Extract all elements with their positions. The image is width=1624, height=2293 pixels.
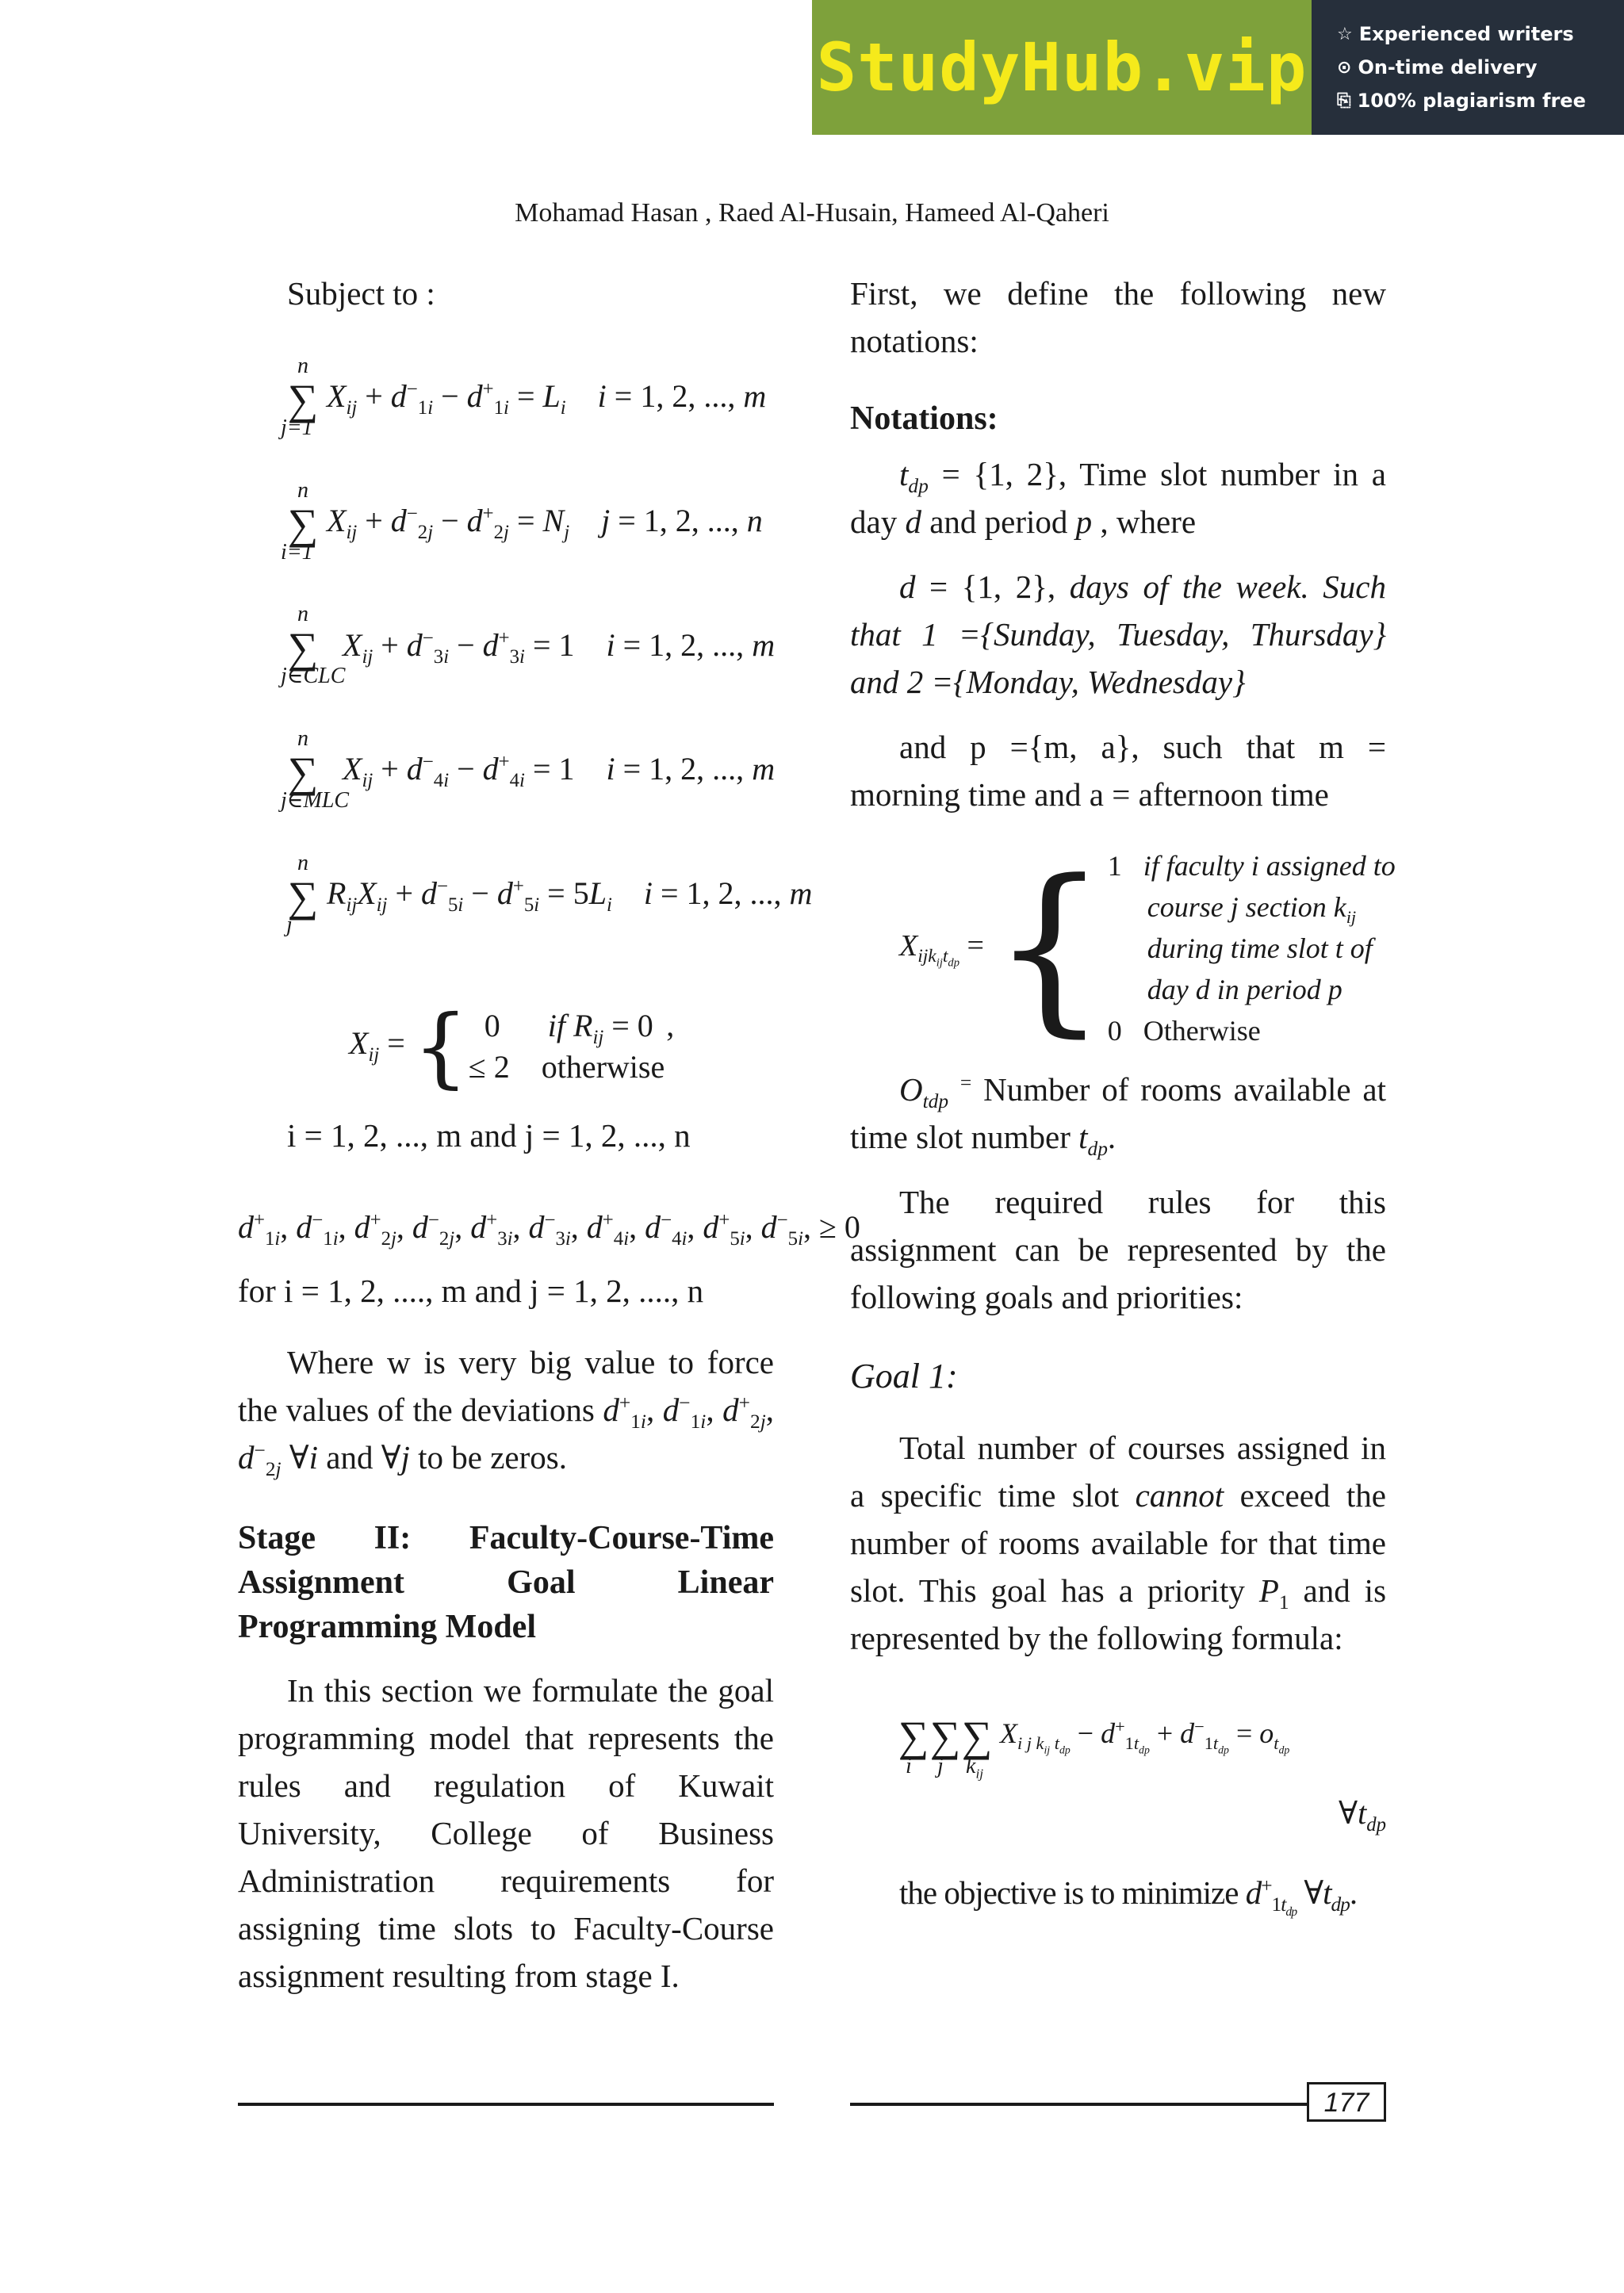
forall-tdp: $\forall t_{dp}$: [1338, 1794, 1386, 1836]
left-footer-rule: [238, 2103, 774, 2106]
feature-experienced: [1337, 23, 1624, 45]
nonneg-for: for i = 1, 2, ...., m and j = 1, 2, ...., n: [238, 1273, 704, 1310]
xij-definition: $X_{ij}$ = { 0 if $R_{ij} = 0$ ≤ 2 otherwise ’: [349, 996, 676, 1098]
objective-line: the objective is to minimize $d^+_{1t_{dp}}$ $\forall t_{dp}$.: [899, 1874, 1358, 1919]
subject-to: Subject to :: [287, 275, 435, 312]
feature-label: Experienced writers: [1358, 23, 1574, 45]
where-paragraph: Where w is very big value to force the values of the deviations $d^+_{1i}$, $d^-_{1i}$, $d^+_{2j}$, $d^-_{2j}$ ∀i and ∀j to be zeros.: [238, 1344, 774, 1481]
running-header: Mohamad Hasan , Raed Al-Husain, Hameed Al-Qaheri: [515, 198, 1109, 228]
nonnegativity: $d^+_{1i}$, $d^-_{1i}$, $d^+_{2j}$, $d^-_{2j}$, $d^+_{3i}$, $d^-_{3i}$, $d^+_{4i}$, $d^-_{4i}$, $d^+_{5i}$, $d^-_{5i}$, ≥ 0: [238, 1209, 860, 1250]
left-column: [238, 270, 860, 2000]
x-indicator-definition: $X_{ijk_{ij}t_{dp}}$ = { 1 if faculty i assigned to course j section $k_{ij}$ during time slot t of day d in period p 0 Otherwise: [899, 842, 1396, 1054]
constraint-2: n ∑ i=1 $X_{ij} + d^-_{2j} - d^+_{2j} = N_j$ j = 1, 2, ..., n: [281, 477, 763, 565]
feature-ontime: [1337, 56, 1624, 78]
index-range: i = 1, 2, ..., m and j = 1, 2, ..., n: [287, 1117, 691, 1154]
rules-paragraph: The required rules for this assignment can be represented by the following goals and priorities:: [850, 1184, 1386, 1315]
goal-1-formula: ∑ i ∑ j ∑ $k_{ij}$ $X_{i j k_{ij} t_{dp}} - d^+_{1t_{dp}} + d^-_{1t_{dp}} = o_{t_{dp}}$: [898, 1712, 1290, 1782]
feature-label: On-time delivery: [1358, 56, 1538, 78]
notations-heading: Notations:: [850, 400, 998, 437]
stage-paragraph: In this section we formulate the goal programming model that represents the rules and regulation of Kuwait University, College of Business Administration requirements for assigning time slots to Faculty-Course assignment resulting from stage I.: [238, 1672, 774, 1995]
document-icon: ⎘: [1337, 90, 1351, 111]
constraint-4: n ∑ j∈MLC $X_{ij} + d^-_{4i} - d^+_{4i} = 1$ i = 1, 2, ..., m: [281, 726, 776, 813]
clock-icon: ⊙: [1337, 57, 1352, 78]
feature-label: 100% plagiarism free: [1357, 90, 1586, 112]
banner-features: [1312, 0, 1624, 135]
p-notation: and p ={m, a}, such that m = morning time and a = afternoon time: [850, 729, 1386, 813]
constraint-5: n ∑ j $R_{ij}X_{ij} + d^-_{5i} - d^+_{5i} = 5L_i$ i = 1, 2, ..., m: [281, 851, 813, 938]
o-notation: $O_{tdp}$ = Number of rooms available at time slot number $t_{dp}$.: [850, 1071, 1387, 1161]
page-number: 177: [1307, 2082, 1386, 2122]
goal-1-paragraph: Total number of courses assigned in a specific time slot cannot exceed the number of rooms available for that time slot. This goal has a priority $P_1$ and is represented by the following formula:: [850, 1430, 1387, 1656]
stage-heading: Stage II: Faculty-Course-Time Assignment Goal Linear Programming Model: [238, 1520, 774, 1646]
constraint-1: n ∑ j=1 $X_{ij} + d^-_{1i} - d^+_{1i} = L_i$ i = 1, 2, ..., m: [281, 353, 767, 440]
studyhub-logo[interactable]: [812, 0, 1312, 135]
ad-banner[interactable]: [812, 0, 1624, 135]
tdp-notation: $t_{dp} = \{1$, 2}, Time slot number in a day d and period p , where: [850, 456, 1386, 540]
right-footer-rule: [850, 2103, 1318, 2106]
star-icon: ☆: [1337, 24, 1353, 44]
right-column: [850, 270, 1396, 1919]
d-notation: d = {1, 2}, days of the week. Such that 1 ={Sunday, Tuesday, Thursday} and 2 ={Monday, Wednesday}: [850, 568, 1386, 700]
constraint-3: n ∑ j∈CLC $X_{ij} + d^-_{3i} - d^+_{3i} = 1$ i = 1, 2, ..., m: [281, 602, 776, 689]
goal-1-heading: Goal 1:: [850, 1357, 958, 1395]
feature-plagiarism: [1337, 90, 1624, 112]
logo-text: StudyHub.vip: [816, 29, 1308, 106]
intro-paragraph: First, we define the following new notations:: [850, 275, 1386, 359]
